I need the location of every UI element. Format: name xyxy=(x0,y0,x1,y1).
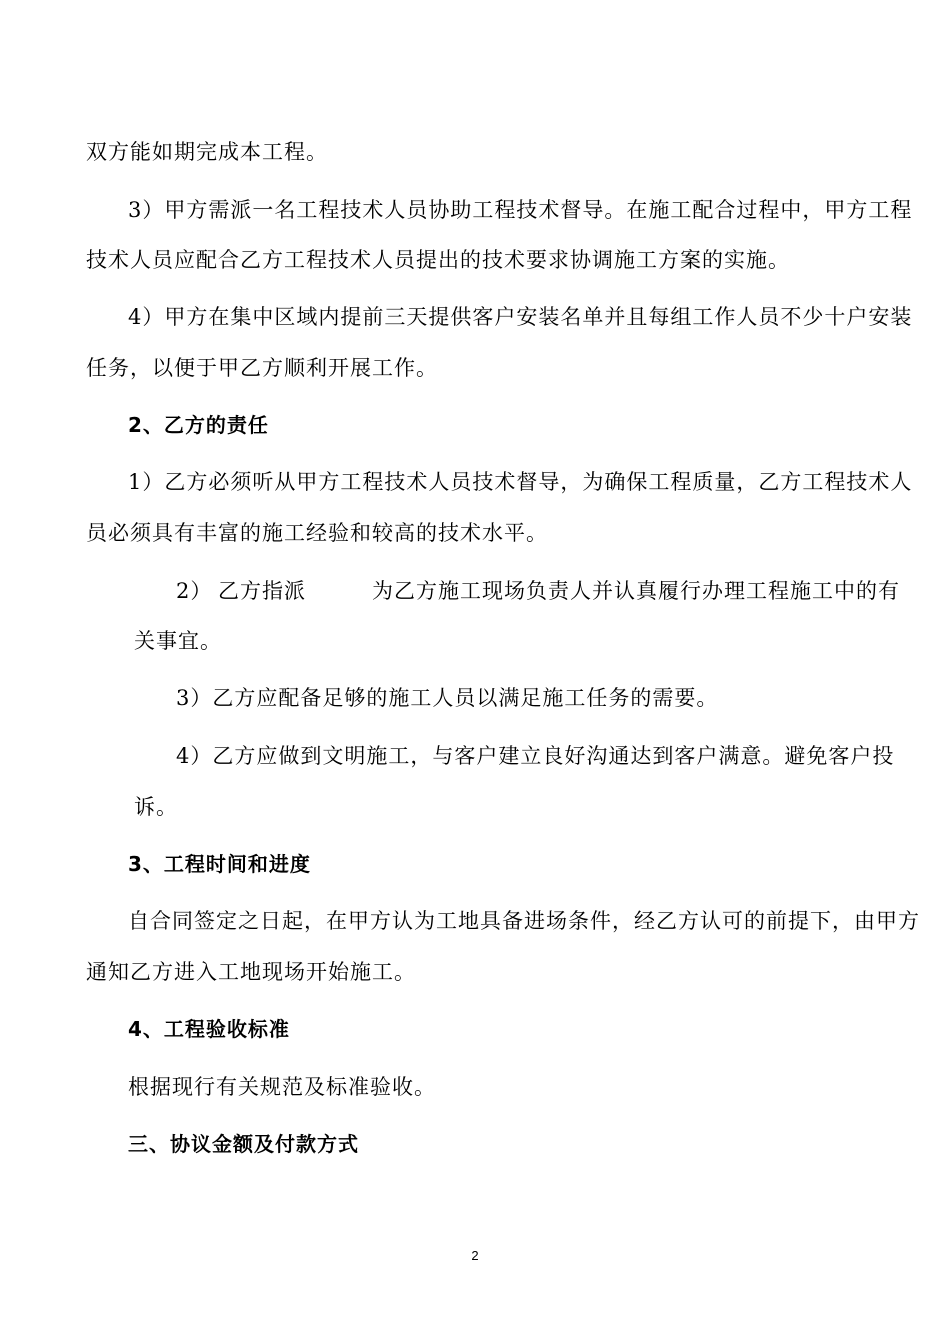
paragraph-line: 1）乙方必须听从甲方工程技术人员技术督导，为确保工程质量，乙方工程技术人 xyxy=(128,470,913,494)
paragraph-line: 乙方指派 xyxy=(218,579,306,603)
paragraph-line: 4）甲方在集中区域内提前三天提供客户安装名单并且每组工作人员不少十户安装 xyxy=(128,305,913,329)
paragraph-line: 通知乙方进入工地现场开始施工。 xyxy=(86,960,416,984)
paragraph-line: 任务，以便于甲乙方顺利开展工作。 xyxy=(86,356,438,380)
paragraph-line: 关事宜。 xyxy=(134,629,222,653)
paragraph-line: 3）乙方应配备足够的施工人员以满足施工任务的需要。 xyxy=(176,686,719,710)
paragraph-line: 4）乙方应做到文明施工，与客户建立良好沟通达到客户满意。避免客户投 xyxy=(176,744,895,768)
paragraph-line: 技术人员应配合乙方工程技术人员提出的技术要求协调施工方案的实施。 xyxy=(86,248,790,272)
section-heading: 三、协议金额及付款方式 xyxy=(128,1132,359,1156)
paragraph-line: 为乙方施工现场负责人并认真履行办理工程施工中的有 xyxy=(372,579,900,603)
paragraph-line: 自合同签定之日起，在甲方认为工地具备进场条件，经乙方认可的前提下，由甲方 xyxy=(128,909,920,933)
section-heading: 4、工程验收标准 xyxy=(128,1017,290,1041)
section-heading: 2、乙方的责任 xyxy=(128,413,269,437)
paragraph-line: 员必须具有丰富的施工经验和较高的技术水平。 xyxy=(86,521,548,545)
paragraph-line: 诉。 xyxy=(134,795,178,819)
paragraph-line: 3）甲方需派一名工程技术人员协助工程技术督导。在施工配合过程中，甲方工程 xyxy=(128,198,913,222)
paragraph-line: 根据现行有关规范及标准验收。 xyxy=(128,1075,436,1099)
section-heading: 3、工程时间和进度 xyxy=(128,852,311,876)
page-number: 2 xyxy=(471,1248,479,1263)
paragraph-line: 双方能如期完成本工程。 xyxy=(86,140,328,164)
paragraph-line: 2） xyxy=(176,579,213,603)
